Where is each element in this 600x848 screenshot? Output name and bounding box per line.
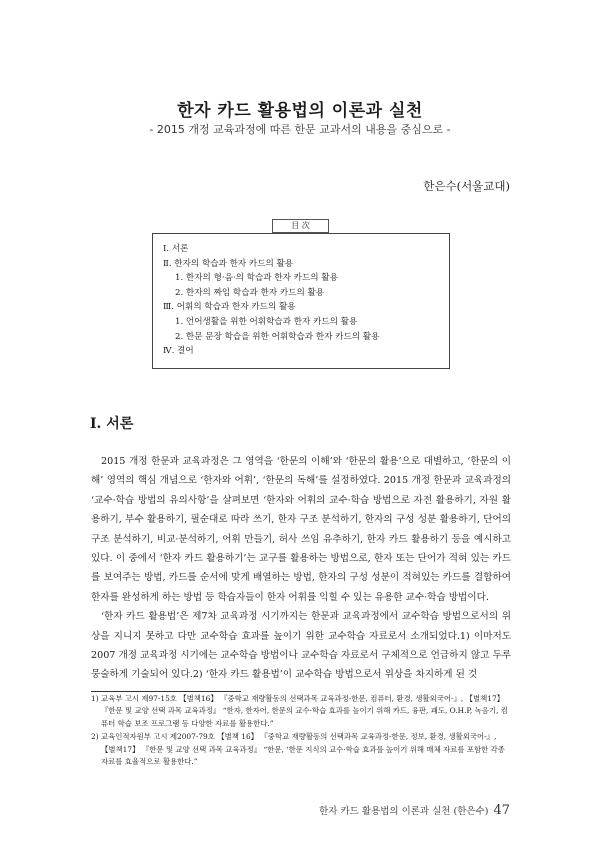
toc-item: 1. 언어생활을 위한 어휘학습과 한자 카드의 활용 — [175, 316, 358, 327]
paragraph: 2015 개정 한문과 교육과정은 그 영역을 ‘한문의 이해’와 ‘한문의 활용’으로 대별하고, ‘한문의 이해’ 영역의 핵심 개념으로 ‘한자와 어휘’, ‘한문의 독해’를 설정하였다. 2015 개정 한문과 교육과정의 ‘교수·학습 방법의 유의사항’을 살펴보면 ‘한자와 어휘의 교수·학습 방법으로 자전 활용하기, 자원 활용하기, 부수 활용하기, 필순대로 따라 쓰기, 한자 구조 분석하기, 한자의 구성 성분 활용하기, 단어의 구조 분석하기, 비교·분석하기, 어휘 만들기, 허사 쓰임 유추하기, 한자 카드 활용하기 등을 예시하고 있다. 이 중에서 ‘한자 카드 활용하기’는 교구를 활용하는 방법으로, 한자 또는 단어가 적혀 있는 카드를 보여주는 방법, 카드를 순서에 맞게 배열하는 방법, 한자의 구성 성분이 적혀있는 카드를 결합하여 한자를 완성하게 하는 방법 등 학습자들이 한자 어휘를 익힐 수 있는 유용한 교수·학습 방법이다. — [91, 456, 511, 603]
section-heading: Ⅰ. 서론 — [90, 416, 134, 432]
footnotes — [91, 693, 511, 769]
footnote: 1) 교육부 고시 제97-15호 【별책16】 『중학교 재량활동의 선택과목 교육과정-한문, 컴퓨터, 환경, 생활외국어-』, 【별책17】 『한문 및 교양 선택 과목 교육과정』 “한자, 한자어, 한문의 교수·학습 효과를 높이기 위해 카드, 융판, 괘도, O.H.P, 녹음기, 컴퓨터 학습 보조 프로그램 등 다양한 자료를 활용한다.” — [91, 694, 508, 728]
running-footer-text: 한자 카드 활용법의 이론과 실천 (한은수) — [319, 806, 489, 817]
toc-item: 1. 한자의 형·음·의 학습과 한자 카드의 활용 — [175, 273, 338, 284]
page-number: 47 — [493, 803, 510, 818]
paragraph: ‘한자 카드 활용법’은 제7차 교육과정 시기까지는 한문과 교육과정에서 교수학습 방법으로서의 위상을 지니지 못하고 다만 교수학습 효과를 높이기 위한 교수학습 자료로서 소개되었다.1) 이마저도 2007 개정 교육과정 시기에는 교수학습 방법이나 교수학습 자료로서 구체적으로 언급하지 않고 두루뭉술하게 기술되어 있다.2) ‘한자 카드 활용법’이 교수학습 방법으로서 위상을 차지하게 된 것 — [91, 611, 511, 681]
paper-subtitle: - 2015 개정 교육과정에 따른 한문 교과서의 내용을 중심으로 - — [149, 123, 451, 136]
toc-heading: 目 次 — [272, 219, 329, 233]
running-footer — [319, 803, 510, 818]
toc-list — [163, 242, 443, 359]
toc-item: 2. 한자의 짜임 학습과 한자 카드의 활용 — [175, 287, 325, 298]
toc-item: Ⅱ. 한자의 학습과 한자 카드의 활용 — [163, 258, 294, 269]
author-line: 한은수(서울교대) — [423, 179, 510, 193]
paper-title: 한자 카드 활용법의 이론과 실천 — [177, 101, 423, 121]
table-of-contents — [152, 233, 450, 369]
toc-item: 2. 한문 문장 학습을 위한 어휘학습과 한자 카드의 활용 — [175, 331, 380, 342]
footnote-divider — [91, 691, 241, 692]
toc-item: Ⅲ. 어휘의 학습과 한자 카드의 활용 — [163, 302, 296, 313]
footnote: 2) 교육인적자원부 고시 제2007-79호 【별책 16】 『중학교 재량활동의 선택과목 교육과정-한문, 정보, 환경, 생활외국어-』, 【별책17】 『한문 및 교양 선택 과목 교육과정』 “한문, ‘한문 지식의 교수·학습 효과를 높이기 위해 매체 자료를 포함한 각종 자료를 효율적으로 활용한다.” — [91, 732, 505, 767]
toc-item: Ⅳ. 결어 — [163, 346, 194, 357]
toc-item: Ⅰ. 서론 — [163, 244, 189, 254]
body-text — [91, 452, 511, 685]
